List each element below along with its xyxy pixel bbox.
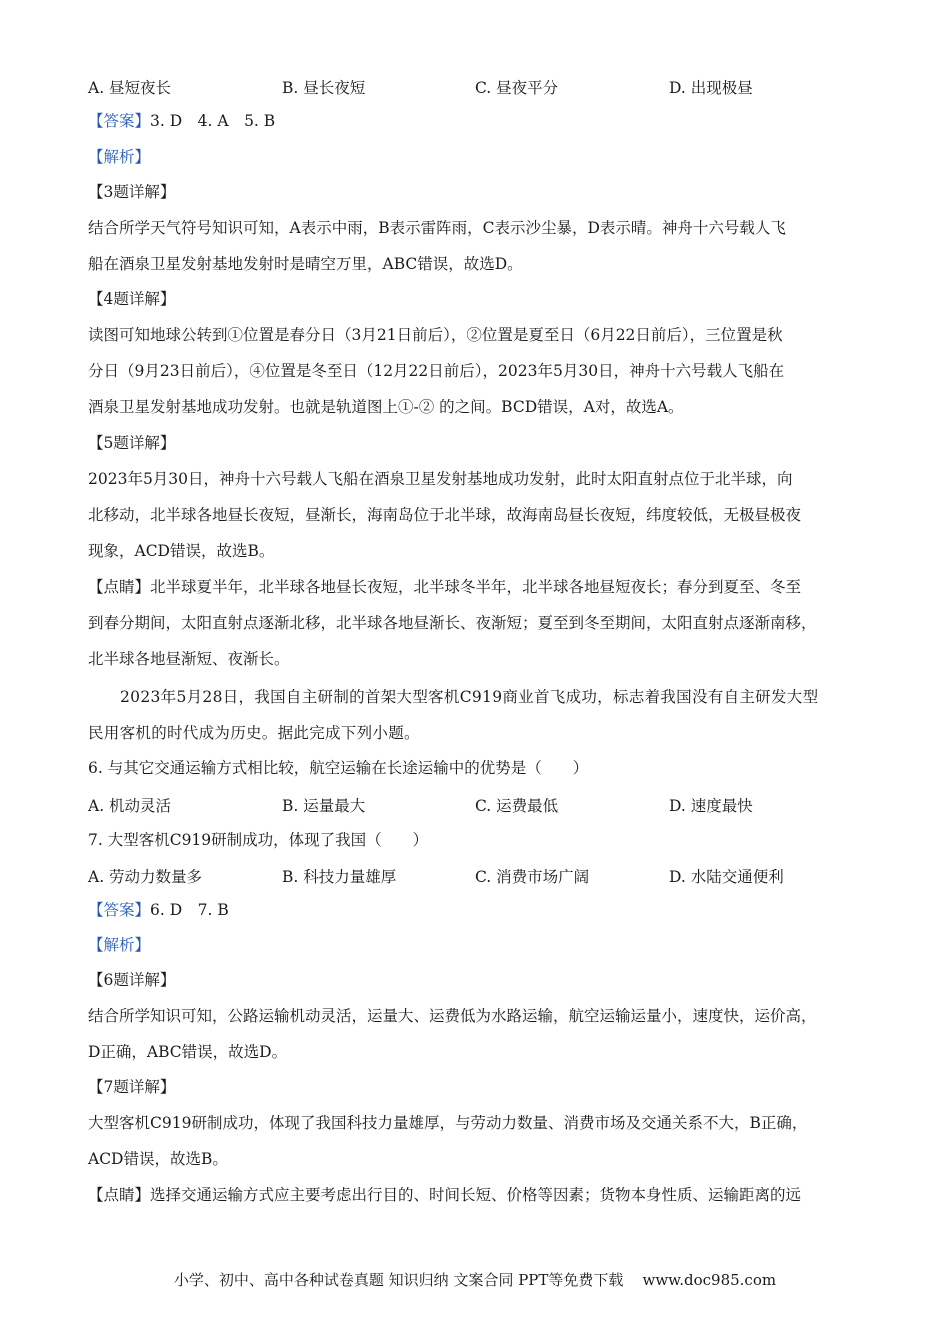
passage-line: 2023年5月28日，我国自主研制的首架大型客机C919商业首飞成功，标志着我国没有自主研发大型 (120, 688, 819, 706)
tip-line (88, 577, 878, 597)
text-line: 酒泉卫星发射基地成功发射。也就是轨道图上①-② 的之间。BCD错误，A对，故选A。 (88, 398, 684, 416)
answer-tag: 【答案】 (88, 112, 151, 130)
text-line: 北半球各地昼渐短、夜渐长。 (88, 650, 290, 668)
text-line: 结合所学天气符号知识可知，A表示中雨，B表示雷阵雨，C表示沙尘暴，D表示晴。神舟十六号载人飞 (88, 219, 786, 237)
passage-line: 民用客机的时代成为历史。据此完成下列小题。 (88, 724, 420, 742)
text-line: ACD错误，故选B。 (88, 1150, 228, 1168)
option-b: B. 运量最大 (282, 797, 366, 815)
footer-url-link[interactable]: www.doc985.com (642, 1271, 777, 1289)
text-line: 现象，ACD错误，故选B。 (88, 542, 275, 560)
answer-line (88, 900, 878, 920)
text-line: 2023年5月30日，神舟十六号载人飞船在酒泉卫星发射基地成功发射，此时太阳直射点位于北半球，向 (88, 470, 793, 488)
answer-line (88, 111, 878, 131)
answer-text: 6. D 7. B (150, 901, 229, 919)
q7-stem: 7. 大型客机C919研制成功，体现了我国（ ） (88, 831, 429, 849)
option-c: C. 消费市场广阔 (475, 868, 590, 886)
text-line: 大型客机C919研制成功，体现了我国科技力量雄厚，与劳动力数量、消费市场及交通关系不大，B正确， (88, 1114, 808, 1132)
answer-text: 3. D 4. A 5. B (150, 112, 276, 130)
text-line: 结合所学知识可知，公路运输机动灵活，运量大、运费低为水路运输，航空运输运量小，速度快，运价高， (88, 1007, 817, 1025)
q5-options (88, 76, 878, 96)
q4-detail-title: 【4题详解】 (88, 290, 176, 308)
text-line: 读图可知地球公转到①位置是春分日（3月21日前后），②位置是夏至日（6月22日前后），三位置是秋 (88, 326, 783, 344)
q7-options (88, 865, 878, 885)
tip-tag: 【点睛】 (88, 578, 151, 596)
option-b: B. 科技力量雄厚 (282, 868, 397, 886)
page-footer (0, 1269, 950, 1290)
option-a: A. 昼短夜长 (88, 79, 172, 97)
q6-stem: 6. 与其它交通运输方式相比较，航空运输在长途运输中的优势是（ ） (88, 759, 589, 777)
analysis-tag: 【解析】 (88, 936, 151, 954)
q7-detail-title: 【7题详解】 (88, 1078, 176, 1096)
q6-detail-title: 【6题详解】 (88, 971, 176, 989)
analysis-tag: 【解析】 (88, 148, 151, 166)
option-d: D. 出现极昼 (669, 79, 753, 97)
option-c: C. 昼夜平分 (475, 79, 559, 97)
text-line: D正确，ABC错误，故选D。 (88, 1043, 288, 1061)
option-a: A. 机动灵活 (88, 797, 172, 815)
q3-detail-title: 【3题详解】 (88, 183, 176, 201)
option-a: A. 劳动力数量多 (88, 868, 203, 886)
text-line: 分日（9月23日前后），④位置是冬至日（12月22日前后），2023年5月30日，神舟十六号载人飞船在 (88, 362, 785, 380)
option-d: D. 水陆交通便利 (669, 868, 784, 886)
footer-text: 小学、初中、高中各种试卷真题 知识归纳 文案合同 PPT等免费下载 (173, 1271, 624, 1289)
answer-tag: 【答案】 (88, 901, 151, 919)
q6-options (88, 794, 878, 814)
text-line: 北移动，北半球各地昼长夜短，昼渐长，海南岛位于北半球，故海南岛昼长夜短，纬度较低，无极昼极夜 (88, 506, 802, 524)
text-line: 到春分期间，太阳直射点逐渐北移，北半球各地昼渐长、夜渐短；夏至到冬至期间，太阳直射点逐渐南移， (88, 614, 817, 632)
tip-line (88, 1185, 878, 1205)
tip-tag: 【点睛】 (88, 1186, 151, 1204)
tip-text: 北半球夏半年，北半球各地昼长夜短，北半球冬半年，北半球各地昼短夜长；春分到夏至、冬至 (150, 578, 802, 596)
q5-detail-title: 【5题详解】 (88, 434, 176, 452)
tip-text: 选择交通运输方式应主要考虑出行目的、时间长短、价格等因素；货物本身性质、运输距离的远 (150, 1186, 802, 1204)
option-b: B. 昼长夜短 (282, 79, 366, 97)
text-line: 船在酒泉卫星发射基地发射时是晴空万里，ABC错误，故选D。 (88, 255, 523, 273)
option-c: C. 运费最低 (475, 797, 559, 815)
option-d: D. 速度最快 (669, 797, 753, 815)
